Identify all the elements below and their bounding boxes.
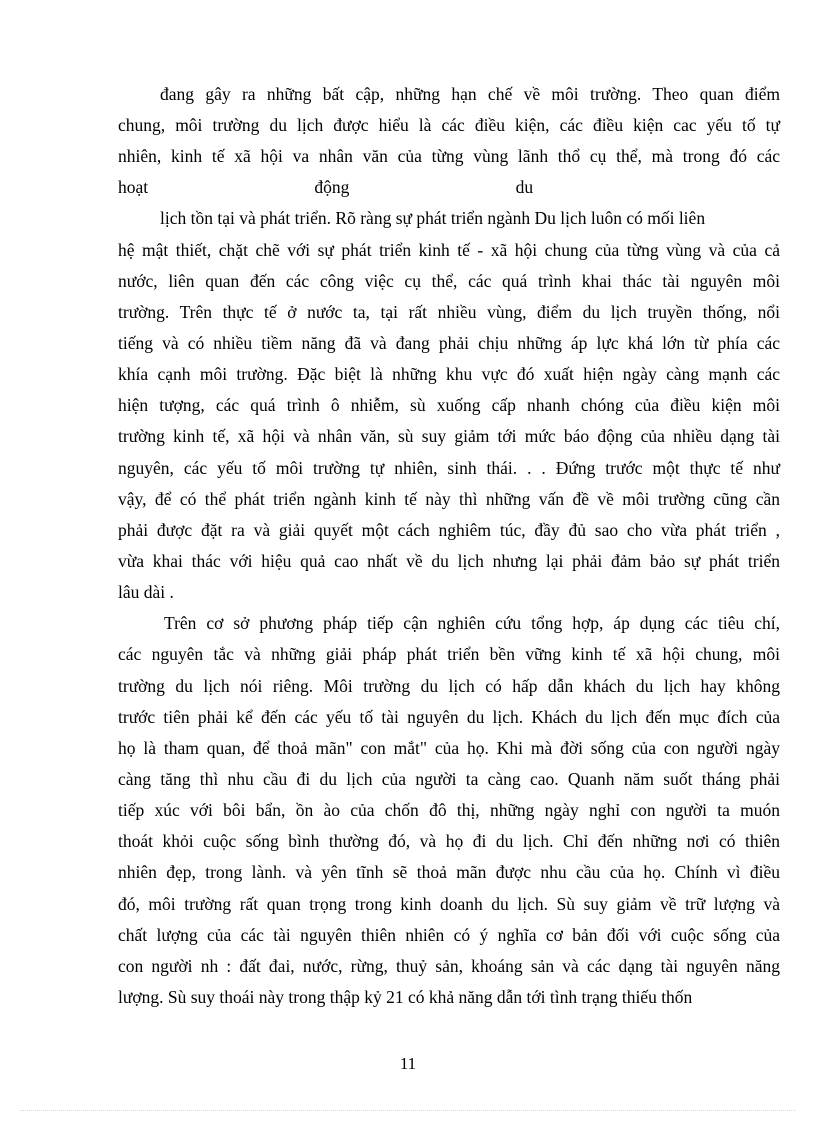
text-line: càng tăng thì nhu cầu đi du lịch của người ta càng cao. Quanh năm suốt tháng phải bbox=[118, 769, 780, 789]
text-line: lịch tồn tại và phát triển. Rõ ràng sự phát triển ngành Du lịch luôn có mối liên bbox=[160, 208, 706, 228]
text-line: tiếp xúc với bôi bẩn, ồn ào của chốn đô thị, những ngày nghỉ con người ta muón bbox=[118, 800, 780, 820]
text-line: tiếng và có nhiều tiềm năng đã và đang phải chịu những áp lực khá lớn từ phía các bbox=[118, 333, 780, 353]
text-line: trường du lịch nói riêng. Môi trường du lịch có hấp dẫn khách du lịch hay không bbox=[118, 676, 780, 696]
text-line: họ là tham quan, để thoả mãn" con mắt" của họ. Khi mà đời sống của con người ngày bbox=[118, 738, 780, 758]
text-line: nguyên, các yếu tố môi trường tự nhiên, sinh thái. . . Đứng trước một thực tế như bbox=[118, 458, 780, 478]
text-line: các nguyên tắc và những giải pháp phát triển bền vững kinh tế xã hội chung, môi bbox=[118, 644, 780, 664]
text-line: đó, môi trường rất quan trọng trong kinh doanh du lịch. Sù suy giảm về trữ lượng và bbox=[118, 894, 780, 914]
text-line: thoát khỏi cuộc sống bình thường đó, và họ đi du lịch. Chỉ đến những nơi có thiên bbox=[118, 831, 780, 851]
text-line: hệ mật thiết, chặt chẽ với sự phát triển kinh tế - xã hội chung của từng vùng và của cả bbox=[118, 240, 780, 260]
text-line: đang gây ra những bất cập, những hạn chế về môi trường. Theo quan điểm bbox=[160, 84, 780, 104]
text-line: lâu dài . bbox=[118, 582, 174, 602]
text-line: chung, môi trường du lịch được hiểu là các điều kiện, các điều kiện cac yếu tố tự bbox=[118, 115, 780, 135]
text-line: hoạt động du bbox=[118, 177, 534, 197]
text-line: lượng. Sù suy thoái này trong thập kỷ 21 có khả năng dẫn tới tình trạng thiếu thốn bbox=[118, 987, 693, 1007]
text-line: vậy, để có thể phát triển ngành kinh tế này thì những vấn đề về môi trường cũng cần bbox=[118, 489, 780, 509]
footer-divider bbox=[20, 1110, 796, 1111]
text-line: trường. Trên thực tế ở nước ta, tại rất nhiều vùng, điểm du lịch truyền thống, nổi bbox=[118, 302, 780, 322]
text-line: trường kinh tế, xã hội và nhân văn, sù suy giảm tới mức báo động của nhiều dạng tài bbox=[118, 426, 780, 446]
text-line: Trên cơ sở phương pháp tiếp cận nghiên cứu tổng hợp, áp dụng các tiêu chí, bbox=[164, 613, 780, 633]
text-line: vừa khai thác với hiệu quả cao nhất về du lịch nhưng lại phải đảm bảo sự phát triển bbox=[118, 551, 780, 571]
page-number: 11 bbox=[399, 1054, 417, 1073]
text-line: nhiên, kinh tế xã hội va nhân văn của từng vùng lãnh thổ cụ thể, mà trong đó các bbox=[118, 146, 780, 166]
text-line: nhiên đẹp, trong lành. và yên tĩnh sẽ thoả mãn được nhu cầu của họ. Chính vì điều bbox=[118, 862, 780, 882]
text-line: con người nh : đất đai, nước, rừng, thuỷ sản, khoáng sản và các dạng tài nguyên năng bbox=[118, 956, 780, 976]
text-line: trước tiên phải kể đến các yếu tố tài nguyên du lịch. Khách du lịch đến mục đích của bbox=[118, 707, 780, 727]
text-line: khía cạnh môi trường. Đặc biệt là những khu vực đó xuất hiện ngày càng mạnh các bbox=[118, 364, 780, 384]
text-line: chất lượng của các tài nguyên thiên nhiên có ý nghĩa cơ bản đối với cuộc sống của bbox=[118, 925, 780, 945]
text-line: nước, liên quan đến các công việc cụ thể, các quá trình khai thác tài nguyên môi bbox=[118, 271, 780, 291]
text-line: phải được đặt ra và giải quyết một cách nghiêm túc, đầy đủ sao cho vừa phát triển , bbox=[118, 520, 780, 540]
text-line: hiện tượng, các quá trình ô nhiễm, sù xuống cấp nhanh chóng của điều kiện môi bbox=[118, 395, 780, 415]
